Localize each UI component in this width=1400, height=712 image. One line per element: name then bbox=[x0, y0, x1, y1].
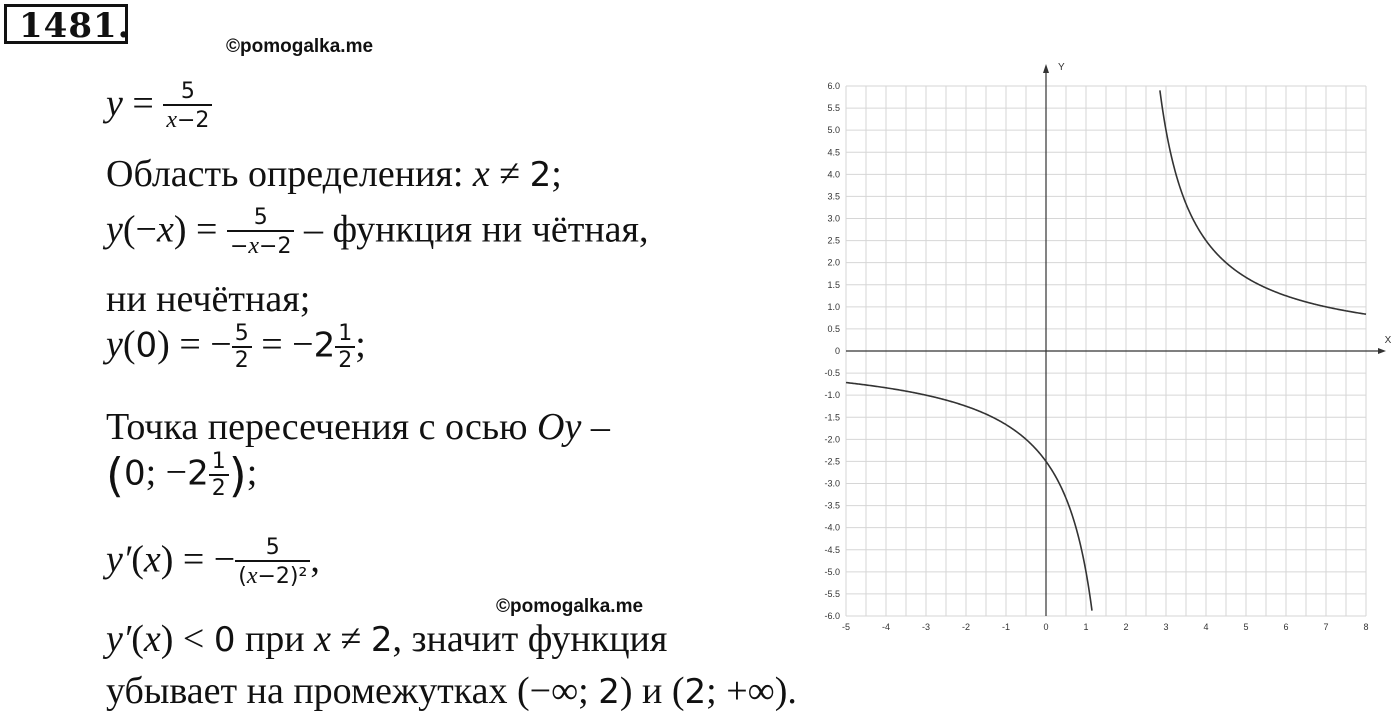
x-tick-label: -1 bbox=[1001, 622, 1011, 632]
y-tick-label: 4.5 bbox=[827, 147, 840, 158]
y-tick-label: -3.5 bbox=[824, 500, 840, 511]
and-text: и bbox=[642, 670, 663, 712]
derivative-line: y′(x) = − $\frac{5}{\text{(x−2)²}}$ , bbox=[106, 535, 320, 590]
conclusion-text: значит функция bbox=[411, 618, 668, 660]
x-tick-label: 1 bbox=[1083, 622, 1089, 632]
watermark-middle: ©pomogalka.me bbox=[496, 596, 644, 617]
y-tick-label: 1.0 bbox=[827, 301, 840, 312]
watermark-top: ©pomogalka.me bbox=[226, 36, 374, 57]
y-tick-label: 5.0 bbox=[827, 125, 840, 136]
y-tick-label: -1.0 bbox=[824, 390, 840, 401]
function-graph bbox=[800, 58, 1400, 658]
x-tick-label: 2 bbox=[1123, 622, 1129, 632]
x-tick-label: 8 bbox=[1363, 622, 1369, 632]
x-tick-label: 4 bbox=[1203, 622, 1209, 632]
x-tick-label: -3 bbox=[921, 622, 931, 632]
parity-line: y(−x) = $\frac{5}{-x-2}$ – функция ни чётная, bbox=[106, 205, 649, 260]
y-axis-label: Y bbox=[1058, 62, 1065, 73]
y-tick-label: -5.0 bbox=[824, 566, 840, 577]
domain-label: Область определения: bbox=[106, 153, 464, 195]
parity-text: – функция ни чётная, bbox=[303, 208, 649, 251]
y-tick-label: 2.0 bbox=[827, 257, 840, 268]
decreasing-line: убывает на промежутках (−∞; 2) и (2; +∞). bbox=[106, 670, 797, 712]
y-tick-label: 0 bbox=[834, 346, 840, 356]
y-tick-label: -1.5 bbox=[824, 412, 840, 423]
y-tick-label: 3.0 bbox=[827, 213, 840, 224]
curve-right-branch bbox=[1160, 90, 1366, 314]
problem-number: 1481. bbox=[19, 6, 131, 46]
decreasing-text: убывает на промежутках bbox=[106, 670, 508, 712]
x-tick-label: -5 bbox=[841, 622, 851, 632]
y-tick-label: -4.0 bbox=[824, 522, 840, 533]
x-tick-label: 3 bbox=[1163, 622, 1169, 632]
y-tick-label: -5.5 bbox=[824, 588, 840, 599]
conclusion-pri: при bbox=[244, 618, 305, 660]
y-tick-label: 6.0 bbox=[827, 81, 840, 91]
problem-number-box bbox=[4, 4, 131, 46]
y-tick-label: 4.0 bbox=[827, 169, 840, 180]
formula-function: y = $\frac{5}{x-2}$ bbox=[106, 80, 212, 134]
x-tick-label: 7 bbox=[1323, 622, 1329, 632]
y-tick-label: 3.5 bbox=[827, 191, 840, 202]
x-tick-label: -2 bbox=[961, 622, 971, 632]
y-tick-label: -2.0 bbox=[824, 434, 840, 445]
y-zero-line: y(0) = − $\frac{5}{2}$ = −2 $\frac{1}{2}$ ; bbox=[106, 321, 366, 374]
x-tick-label: -4 bbox=[881, 622, 891, 632]
y-tick-label: -3.0 bbox=[824, 478, 840, 489]
x-tick-label: 0 bbox=[1043, 622, 1049, 632]
intersection-point: (0; −2 $\frac{1}{2}$ ); bbox=[106, 448, 258, 503]
y-tick-label: -4.5 bbox=[824, 544, 840, 555]
graph-axes bbox=[846, 62, 1392, 616]
y-tick-label: 1.5 bbox=[827, 279, 840, 290]
y-tick-label: -6.0 bbox=[824, 611, 840, 621]
intersection-text: Точка пересечения с осью bbox=[106, 406, 528, 448]
x-tick-label: 5 bbox=[1243, 622, 1249, 632]
y-axis-arrow bbox=[1043, 64, 1049, 73]
intersection-line: Точка пересечения с осью Oy – bbox=[106, 406, 610, 448]
y-tick-label: -2.5 bbox=[824, 456, 840, 467]
x-tick-label: 6 bbox=[1283, 622, 1289, 632]
derivative-conclusion: y′(x) < 0 при x ≠ 2, значит функция bbox=[106, 618, 668, 660]
y-tick-label: 2.5 bbox=[827, 235, 840, 246]
x-axis-arrow bbox=[1378, 348, 1386, 354]
parity-line-2: ни нечётная; bbox=[106, 278, 311, 320]
y-tick-label: 5.5 bbox=[827, 103, 840, 114]
y-tick-label: 0.5 bbox=[827, 323, 840, 334]
domain-line: Область определения: x ≠ 2; bbox=[106, 153, 562, 195]
y-tick-label: -0.5 bbox=[824, 368, 840, 379]
x-axis-label: X bbox=[1384, 335, 1392, 346]
